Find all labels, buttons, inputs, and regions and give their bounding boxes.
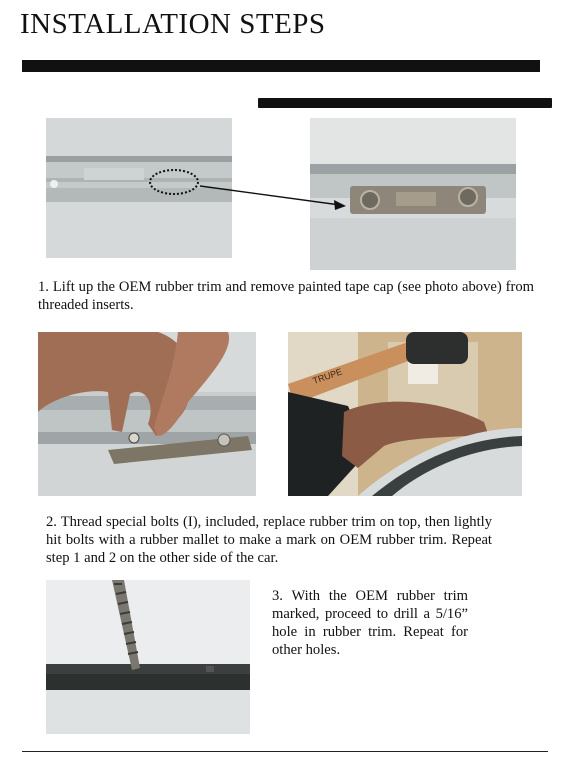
marker-stroke [258, 98, 552, 108]
step-3-text: 3. With the OEM rubber trim marked, proceed to drill a 5/16” hole in rubber trim. Repeat for other holes. [272, 588, 468, 658]
photo-threaded-inserts [310, 118, 516, 270]
footer-divider [22, 751, 548, 752]
step-2-text: 2. Thread special bolts (I), included, replace rubber trim on top, then lightly hit bolts with a rubber mallet to make a mark on OEM rubber trim. Repeat step 1 and 2 on the other side of the car. [46, 514, 492, 566]
photo-mallet-hitting [288, 332, 522, 496]
page-title: INSTALLATION STEPS [20, 8, 326, 40]
photo-trim-tape-cap [46, 118, 232, 258]
mallet-handle-label: TRUPE [311, 366, 344, 386]
photo-drilling [46, 580, 250, 734]
step-1-text: 1. Lift up the OEM rubber trim and remove painted tape cap (see photo above) from threaded inserts. [38, 279, 534, 313]
photo-placing-bolts [38, 332, 256, 496]
title-divider [22, 60, 540, 72]
